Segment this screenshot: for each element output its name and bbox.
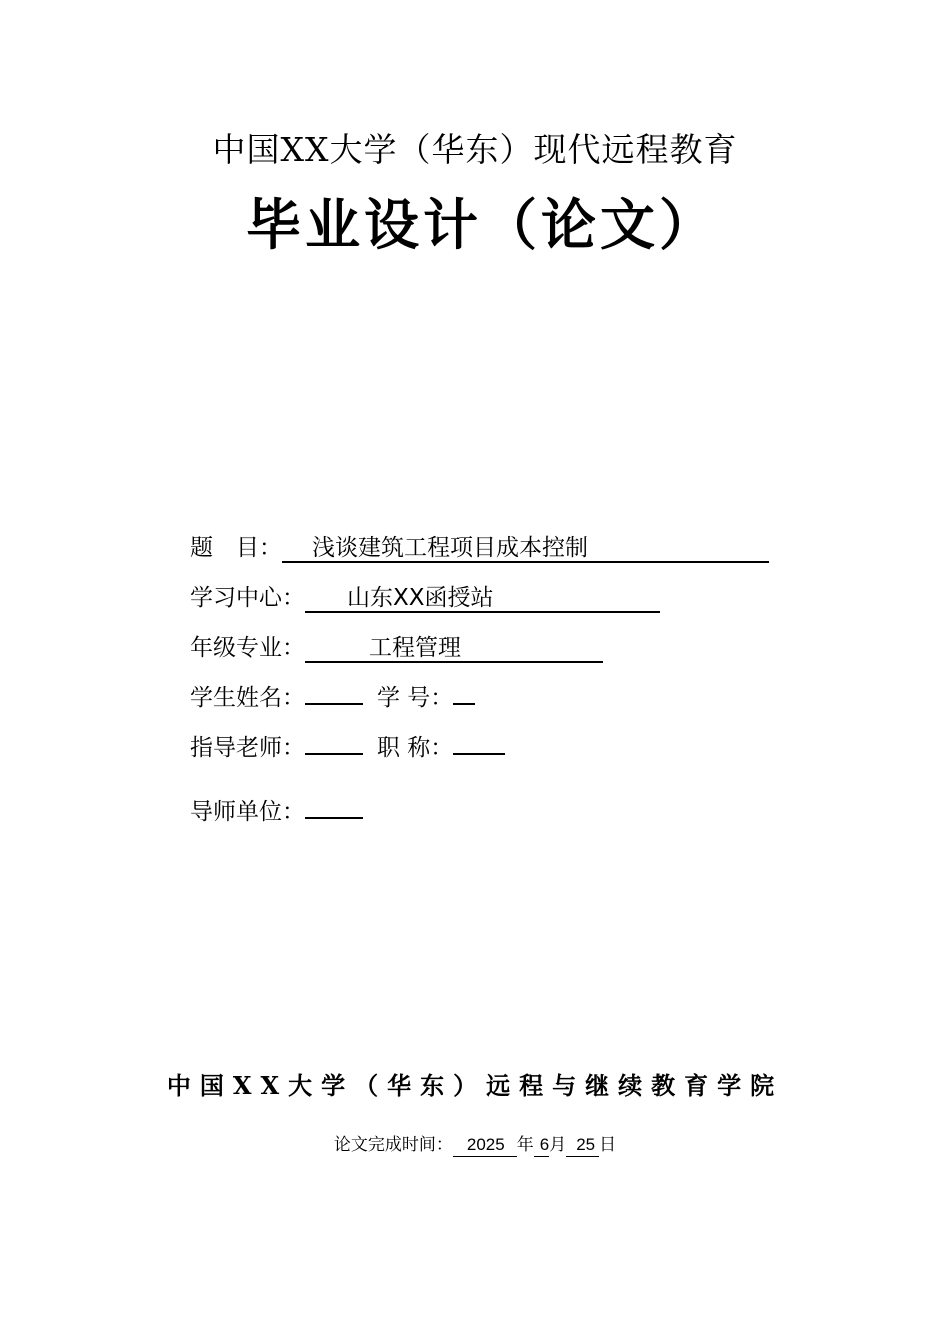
topic-value (282, 535, 769, 563)
center-row (190, 582, 660, 614)
center-label: 学习中心： (190, 585, 305, 611)
student-row (190, 682, 475, 714)
university-title: 中国XX大学（华东）现代远程教育 (212, 130, 738, 169)
topic-label: 题 目： (190, 535, 282, 561)
title-rank-value (453, 753, 505, 755)
completion-date (0, 1132, 950, 1158)
center-text: 山东XX函授站 (347, 585, 494, 611)
year-unit: 年 (516, 1135, 534, 1154)
year-text: 2025 (466, 1135, 505, 1154)
student-name-label: 学生姓名： (190, 685, 305, 711)
student-name-value (305, 703, 363, 705)
day-value (566, 1134, 599, 1157)
major-value (305, 635, 603, 663)
student-id-value (453, 703, 475, 705)
thesis-title: 毕业设计（论文） (246, 193, 719, 257)
topic-text: 浅谈建筑工程项目成本控制 (312, 535, 588, 561)
advisor-value (305, 753, 363, 755)
advisor-row (190, 732, 505, 764)
year-value (453, 1134, 517, 1157)
month-text: 6 (539, 1135, 550, 1154)
student-id-label: 学 号： (377, 685, 454, 711)
advisor-unit-value (305, 817, 363, 819)
title-rank-label: 职 称： (377, 735, 454, 761)
advisor-label: 指导老师： (190, 735, 305, 761)
month-value (534, 1134, 549, 1157)
center-value (305, 585, 660, 613)
college-name: 中国XX大学（华东）远程与继续教育学院 (166, 1071, 784, 1100)
advisor-unit-label: 导师单位： (190, 799, 305, 825)
advisor-unit-row (190, 796, 363, 828)
month-unit: 月 (549, 1135, 567, 1154)
major-label: 年级专业： (190, 635, 305, 661)
day-unit: 日 (599, 1135, 617, 1154)
day-text: 25 (576, 1135, 596, 1154)
date-label: 论文完成时间： (333, 1135, 453, 1154)
major-row (190, 632, 603, 664)
topic-row (190, 532, 769, 564)
major-text: 工程管理 (369, 635, 461, 661)
